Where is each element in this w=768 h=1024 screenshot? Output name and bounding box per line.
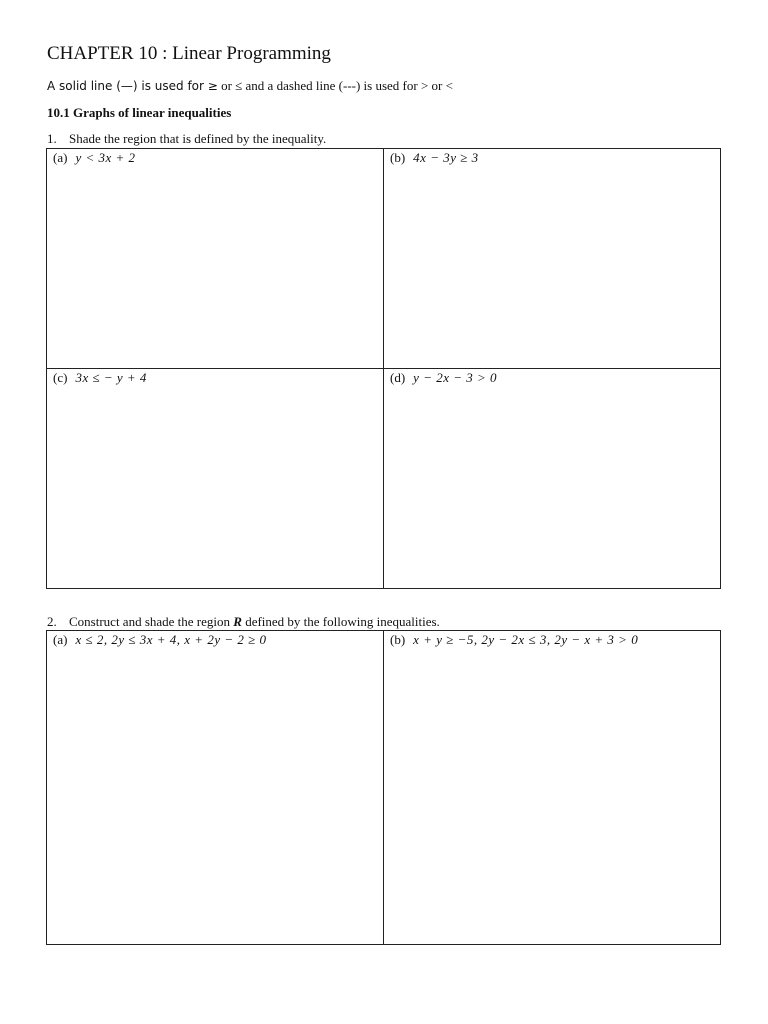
- part-label: (a): [53, 150, 68, 165]
- inequality-expression: 3x ≤ − y + 4: [75, 370, 147, 385]
- inequality-expression: x + y ≥ −5, 2y − 2x ≤ 3, 2y − x + 3 > 0: [413, 632, 639, 647]
- inequality-expression: y < 3x + 2: [75, 150, 136, 165]
- line-style-note-part1: A solid line (—) is used for ≥: [47, 79, 218, 93]
- region-symbol: R: [233, 614, 242, 629]
- question-2-number: 2.: [47, 614, 57, 629]
- question-2: [47, 614, 440, 630]
- inequality-expression: y − 2x − 3 > 0: [413, 370, 498, 385]
- part-label: (c): [53, 370, 68, 385]
- section-heading: 10.1 Graphs of linear inequalities: [47, 105, 232, 120]
- question-2-text-after: defined by the following inequalities.: [241, 614, 440, 629]
- answer-box-1c[interactable]: [47, 369, 384, 588]
- question-2-text-before: Construct and shade the region: [69, 614, 234, 629]
- question-1-number: 1.: [47, 131, 57, 146]
- line-style-note-part2: or ≤ and a dashed line (---) is used for > or <: [217, 78, 453, 93]
- answer-box-2b[interactable]: [384, 631, 720, 944]
- answer-box-1b[interactable]: [384, 149, 720, 369]
- inequality-expression: x ≤ 2, 2y ≤ 3x + 4, x + 2y − 2 ≥ 0: [75, 632, 267, 647]
- answer-box-1d[interactable]: [384, 369, 720, 588]
- part-label: (b): [390, 632, 406, 647]
- question-2-grid: [46, 630, 721, 945]
- part-label: (a): [53, 632, 68, 647]
- part-label: (b): [390, 150, 406, 165]
- inequality-expression: 4x − 3y ≥ 3: [413, 150, 479, 165]
- page-title: CHAPTER 10 : Linear Programming: [47, 43, 331, 64]
- answer-box-2a[interactable]: [47, 631, 384, 944]
- line-style-note: [47, 78, 453, 94]
- question-1-grid: [46, 148, 721, 589]
- answer-box-1a[interactable]: [47, 149, 384, 369]
- question-1: [47, 131, 326, 147]
- question-1-text: Shade the region that is defined by the inequality.: [69, 131, 327, 146]
- part-label: (d): [390, 370, 406, 385]
